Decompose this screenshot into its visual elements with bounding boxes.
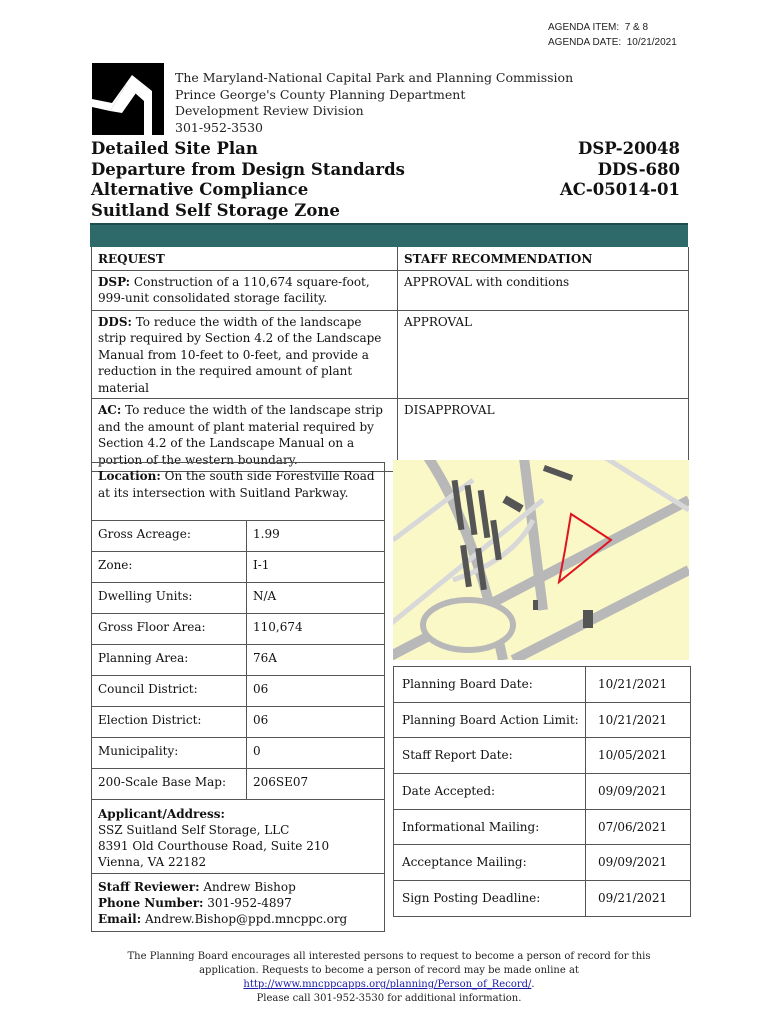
info-value: 06 <box>253 682 269 696</box>
staff-contact-cell <box>92 874 384 931</box>
location-label: Location: <box>98 469 161 483</box>
info-row <box>92 769 384 800</box>
applicant-cell <box>92 800 384 874</box>
info-row <box>92 552 384 583</box>
info-value: 76A <box>253 651 277 665</box>
request-label: DSP: <box>98 274 131 289</box>
info-label: 200-Scale Base Map: <box>92 769 247 799</box>
info-label: Gross Acreage: <box>92 521 247 551</box>
email-address: Andrew.Bishop@ppd.mncppc.org <box>141 912 348 926</box>
org-line-2: Prince George's County Planning Department <box>175 86 466 102</box>
agenda-date-value: 10/21/2021 <box>626 37 677 48</box>
request-cell <box>92 399 398 472</box>
recommendation-cell: DISAPPROVAL <box>398 399 689 472</box>
title-line: Departure from Design Standards <box>91 159 405 179</box>
case-numbers <box>560 139 680 201</box>
date-row <box>394 703 690 739</box>
staff-reviewer-name: Andrew Bishop <box>199 880 296 894</box>
title-line: Suitland Self Storage Zone <box>91 200 340 220</box>
mncppc-logo <box>92 63 164 135</box>
case-number: DSP-20048 <box>578 139 680 158</box>
date-label: Informational Mailing: <box>394 810 586 845</box>
applicant-label: Applicant/Address: <box>98 807 225 821</box>
date-row <box>394 881 690 916</box>
person-of-record-link[interactable]: http://www.mncppcapps.org/planning/Person_of_Record/ <box>243 979 532 990</box>
header-recommendation: STAFF RECOMMENDATION <box>398 247 689 270</box>
info-value: 06 <box>253 713 269 727</box>
case-number: AC-05014-01 <box>560 180 680 199</box>
footer-link-suffix: . <box>531 979 535 990</box>
location-cell <box>92 463 384 521</box>
request-label: AC: <box>98 403 122 417</box>
info-label: Election District: <box>92 707 247 737</box>
date-row <box>394 810 690 846</box>
request-cell <box>92 310 398 399</box>
date-label: Date Accepted: <box>394 774 586 809</box>
applicant-address-line-2: Vienna, VA 22182 <box>98 855 207 869</box>
phone-number: 301-952-4897 <box>203 896 292 910</box>
info-value: I-1 <box>253 558 270 572</box>
organization-block <box>175 70 573 136</box>
footer-line-2: application. Requests to become a person of record may be made online at <box>199 965 579 976</box>
info-label: Planning Area: <box>92 645 247 675</box>
info-label: Zone: <box>92 552 247 582</box>
date-value: 07/06/2021 <box>598 819 668 834</box>
request-text: Construction of a 110,674 square-foot, 999-unit consolidated storage facility. <box>98 274 370 305</box>
info-label: Dwelling Units: <box>92 583 247 613</box>
agenda-item-label: AGENDA ITEM: <box>548 22 620 33</box>
section-header-bar <box>90 223 688 247</box>
date-row <box>394 738 690 774</box>
request-text: To reduce the width of the landscape strip and the amount of plant material required by Section 4.2 of the Landscape Manual on a portion of the western boundary. <box>98 403 383 467</box>
header-request: REQUEST <box>92 247 398 270</box>
info-value: 110,674 <box>253 620 303 634</box>
info-value: 1.99 <box>253 527 280 541</box>
info-label: Council District: <box>92 676 247 706</box>
date-value: 09/09/2021 <box>598 855 668 870</box>
request-text: To reduce the width of the landscape strip required by Section 4.2 of the Landscape Manual from 10-feet to 0-feet, and provide a reduction in the required amount of plant material <box>98 314 382 395</box>
title-line: Detailed Site Plan <box>91 139 258 158</box>
recommendation-cell: APPROVAL with conditions <box>398 270 689 310</box>
date-value: 09/09/2021 <box>598 784 668 799</box>
date-row <box>394 774 690 810</box>
info-row <box>92 614 384 645</box>
recommendation-cell: APPROVAL <box>398 310 689 399</box>
request-label: DDS: <box>98 314 132 329</box>
dates-table <box>393 666 691 917</box>
date-label: Planning Board Action Limit: <box>394 703 586 738</box>
footer-line-3: Please call 301-952-3530 for additional information. <box>256 993 522 1004</box>
email-label: Email: <box>98 912 142 926</box>
info-label: Municipality: <box>92 738 247 768</box>
info-row <box>92 676 384 707</box>
info-row <box>92 583 384 614</box>
info-row <box>92 738 384 769</box>
agenda-item-value: 7 & 8 <box>624 22 649 33</box>
info-label: Gross Floor Area: <box>92 614 247 644</box>
info-value: N/A <box>253 589 277 603</box>
case-number: DDS-680 <box>597 159 680 179</box>
applicant-address-line-1: 8391 Old Courthouse Road, Suite 210 <box>98 839 330 853</box>
applicant-name: SSZ Suitland Self Storage, LLC <box>98 823 290 837</box>
info-value: 0 <box>253 744 261 758</box>
document-titles <box>91 139 405 221</box>
date-value: 10/05/2021 <box>598 748 668 763</box>
table-row <box>92 270 689 310</box>
site-info-table <box>91 462 385 932</box>
info-value: 206SE07 <box>253 775 309 789</box>
info-row <box>92 521 384 552</box>
agenda-info <box>548 20 677 50</box>
request-cell <box>92 270 398 310</box>
org-line-1: The Maryland-National Capital Park and Planning Commission <box>175 70 574 85</box>
agenda-date-label: AGENDA DATE: <box>548 37 622 48</box>
info-row <box>92 707 384 738</box>
table-row <box>92 310 689 399</box>
location-text: On the south side Forestville Road at its intersection with Suitland Parkway. <box>98 469 375 500</box>
date-value: 10/21/2021 <box>598 712 668 727</box>
date-row <box>394 845 690 881</box>
site-location-map <box>393 460 689 660</box>
date-value: 09/21/2021 <box>598 891 668 906</box>
staff-reviewer-label: Staff Reviewer: <box>98 880 200 894</box>
date-label: Acceptance Mailing: <box>394 845 586 880</box>
date-label: Planning Board Date: <box>394 667 586 702</box>
org-line-3: Development Review Division <box>175 103 364 118</box>
date-value: 10/21/2021 <box>598 677 668 691</box>
date-label: Staff Report Date: <box>394 738 586 773</box>
phone-label: Phone Number: <box>98 896 204 910</box>
footer-line-1: The Planning Board encourages all interested persons to request to become a person of record for this <box>127 951 651 962</box>
info-row <box>92 645 384 676</box>
date-label: Sign Posting Deadline: <box>394 881 586 916</box>
org-line-4: 301-952-3530 <box>175 119 263 135</box>
table-header-row <box>92 247 689 270</box>
date-row <box>394 667 690 703</box>
request-table <box>91 247 689 472</box>
title-line: Alternative Compliance <box>91 180 309 199</box>
footer-notice <box>90 950 688 1006</box>
